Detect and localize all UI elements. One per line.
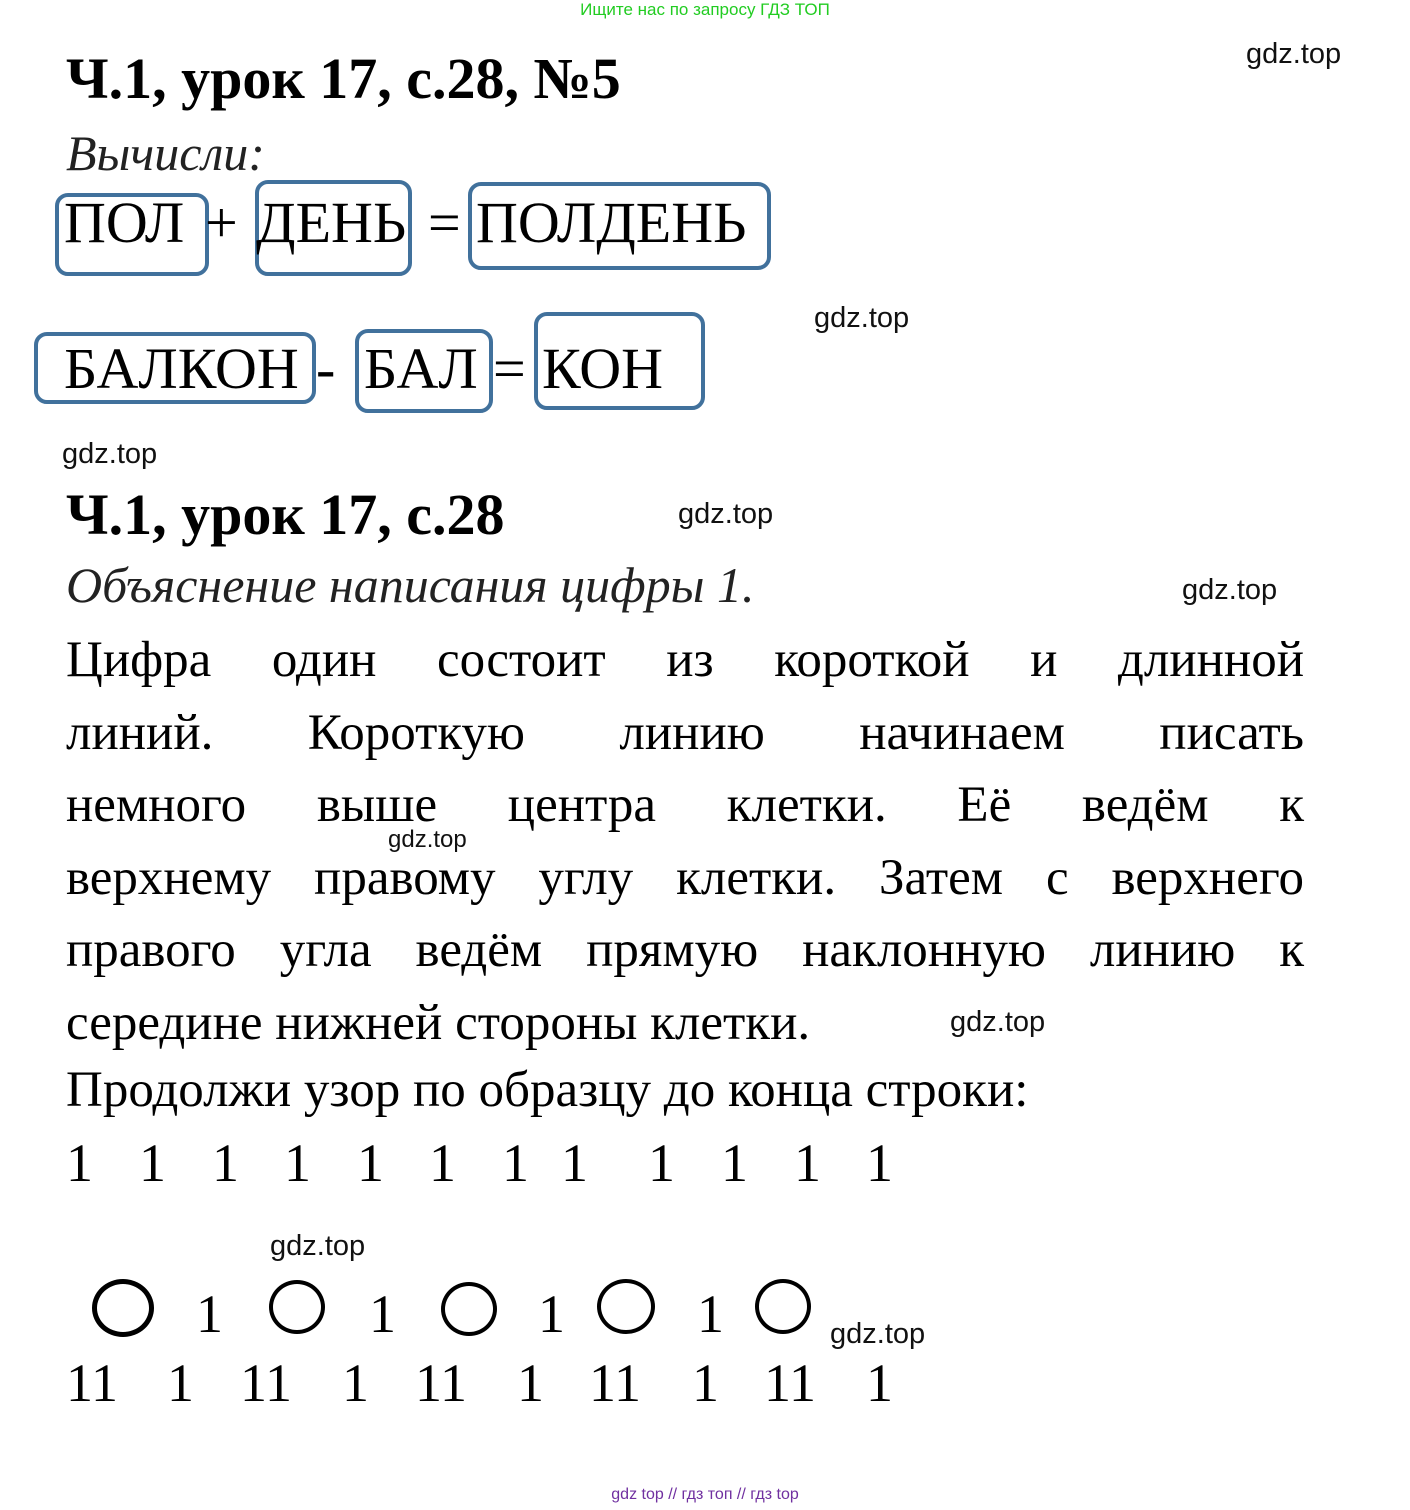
paragraph-line: верхнему правому углу клетки. Затем с верхнего <box>66 849 1304 906</box>
word-den: ДЕНЬ <box>256 190 407 255</box>
circle-shape <box>269 1280 325 1334</box>
digit-one: 1 <box>502 1133 529 1193</box>
digit-eleven: 11 <box>240 1353 292 1413</box>
watermark: gdz.top <box>678 498 774 530</box>
paragraph-line: линий. Короткую линию начинаем писать <box>66 704 1304 761</box>
word-pol: ПОЛ <box>64 190 185 255</box>
watermark: gdz.top <box>62 438 158 470</box>
instruction: Вычисли: <box>66 125 265 181</box>
digit-one: 1 <box>561 1133 588 1193</box>
digit-eleven: 11 <box>589 1353 641 1413</box>
digit-one: 1 <box>692 1353 719 1413</box>
plus-sign: + <box>205 190 238 255</box>
digit-one: 1 <box>139 1133 166 1193</box>
watermark: gdz.top <box>814 302 910 334</box>
equals-sign: = <box>493 336 526 401</box>
word-balkon: БАЛКОН <box>64 336 299 401</box>
digit-one: 1 <box>866 1133 893 1193</box>
paragraph-line: правого угла ведём прямую наклонную линию к <box>66 922 1304 978</box>
watermark: gdz.top <box>830 1318 926 1350</box>
explanation-paragraph <box>66 624 1304 1059</box>
digit-eleven: 11 <box>66 1353 118 1413</box>
paragraph-line: Цифра один состоит из короткой и длинной <box>66 632 1304 688</box>
search-banner[interactable]: Ищите нас по запросу ГДЗ ТОП <box>580 0 830 19</box>
digit-one: 1 <box>369 1284 396 1344</box>
exercise-title: Ч.1, урок 17, с.28, №5 <box>66 46 621 111</box>
circle-shape <box>441 1282 497 1336</box>
section-title: Ч.1, урок 17, с.28 <box>66 482 505 547</box>
word-kon: КОН <box>542 336 664 401</box>
digit-one: 1 <box>342 1353 369 1413</box>
circle-shape <box>92 1279 154 1337</box>
digit-one: 1 <box>167 1353 194 1413</box>
digit-one: 1 <box>284 1133 311 1193</box>
digit-one: 1 <box>721 1133 748 1193</box>
digit-one: 1 <box>866 1353 893 1413</box>
paragraph-line: середине нижней стороны клетки. <box>66 994 811 1051</box>
word-bal: БАЛ <box>364 336 478 401</box>
circle-shape <box>755 1279 811 1334</box>
section-subtitle: Объяснение написания цифры 1. <box>66 557 755 613</box>
equals-sign: = <box>428 190 461 255</box>
footer-links[interactable]: gdz top // гдз топ // гдз top <box>611 1486 799 1503</box>
task-instruction: Продолжи узор по образцу до конца строки: <box>66 1062 1029 1118</box>
digit-one: 1 <box>196 1284 223 1344</box>
digit-one: 1 <box>697 1284 724 1344</box>
digit-one: 1 <box>794 1133 821 1193</box>
minus-sign: - <box>316 336 336 401</box>
digit-one: 1 <box>517 1353 544 1413</box>
digit-one: 1 <box>648 1133 675 1193</box>
digit-one: 1 <box>212 1133 239 1193</box>
watermark: gdz.top <box>270 1230 366 1262</box>
digit-one: 1 <box>66 1133 93 1193</box>
circle-shape <box>597 1279 655 1334</box>
word-polden: ПОЛДЕНЬ <box>476 190 747 255</box>
digit-eleven: 11 <box>415 1353 467 1413</box>
watermark: gdz.top <box>1182 574 1278 606</box>
paragraph-line: немного выше центра клетки. Её ведём к <box>66 777 1304 833</box>
watermark: gdz.top <box>1246 38 1342 70</box>
digit-one: 1 <box>538 1284 565 1344</box>
digit-eleven: 11 <box>764 1353 816 1413</box>
digit-one: 1 <box>429 1133 456 1193</box>
watermark: gdz.top <box>950 1006 1046 1038</box>
watermark: gdz.top <box>388 826 467 853</box>
digit-one: 1 <box>357 1133 384 1193</box>
